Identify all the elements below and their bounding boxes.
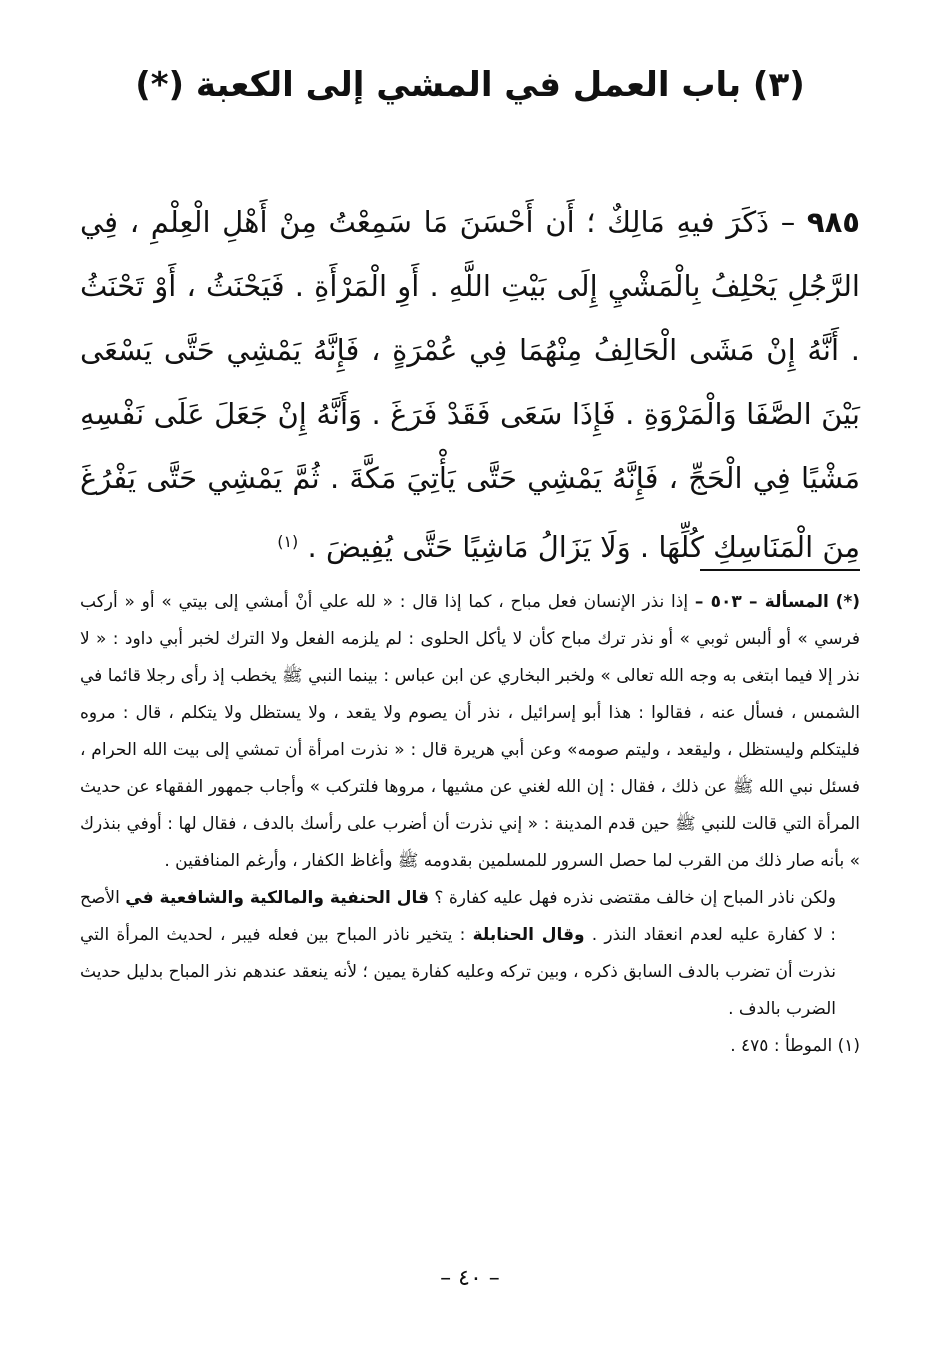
note-2-bold-hanafiyya: قال الحنفية والمالكية والشافعية في — [125, 888, 429, 908]
hadith-text: ذَكَرَ فيهِ مَالِكٌ ؛ أَن أَحْسَنَ مَا سَمِعْتُ مِنْ أَهْلِ الْعِلْمِ ، فِي الرَّجُلِ يَحْلِفُ بِالْمَشْيِ إِلَى بَيْتِ اللَّهِ . أَوِ الْمَرْأَةِ . فَيَحْنَثُ ، أَوْ تَحْنَثُ . أَنَّهُ إِنْ مَشَى الْحَالِفُ مِنْهُمَا فِي عُمْرَةٍ ، فَإِنَّهُ يَمْشِي حَتَّى يَسْعَى بَيْنَ الصَّفَا وَالْمَرْوَةِ . فَإِذَا سَعَى فَقَدْ فَرَغَ . وَأَنَّهُ إِنْ جَعَلَ عَلَى نَفْسِهِ مَشْيًا فِي الْحَجِّ ، فَإِنَّهُ يَمْشِي حَتَّى يَأْتِيَ مَكَّةَ . ثُمَّ يَمْشِي حَتَّى يَفْرُغَ مِنَ الْمَنَاسِكِ كُلِّهَا . وَلَا يَزَالُ مَاشِيًا حَتَّى يُفِيضَ . — [80, 205, 860, 564]
footnote-muwatta: (١) الموطأ : ٤٧٥ . — [730, 1036, 860, 1056]
star-marker: (*) — [835, 592, 860, 612]
document-page — [80, 0, 860, 1367]
footnote-divider — [700, 569, 860, 571]
note-paragraph-2 — [80, 880, 860, 1028]
note-paragraph-1 — [80, 584, 860, 880]
note-2-end: : يتخير ناذر المباح بين فعله فيبر ، لحديث المرأة التي نذرت أن تضرب بالدف السابق ذكره ، وبين تركه وعليه كفارة يمين ؛ لأنه ينعقد عندهم نذر المباح بدليل حديث الضرب بالدف . — [80, 925, 836, 1019]
note-1-text: إذا نذر الإنسان فعل مباح ، كما إذا قال : « لله علي أنْ أمشي إلى بيتي » أو « أركب فرسي » أو ألبس ثوبي » أو نذر ترك مباح كأن لا يأكل الحلوى : لم يلزمه الفعل ولا الترك لخبر أبي داود : « لا نذر إلا فيما ابتغى به وجه الله تعالى » ولخبر البخاري عن ابن عباس : بينما النبي ﷺ يخطب إذ رأى رجلا قائما في الشمس ، فسأل عنه ، فقالوا : هذا أبو إسرائيل ، نذر أن يصوم ولا يقعد ، ولا يستظل ولا يتكلم ، قال : مروه فليتكلم وليستظل ، وليقعد ، وليتم صومه» وعن أبي هريرة قال : « نذرت امرأة أن تمشي إلى بيت الله الحرام ، فسئل نبي الله ﷺ عن ذلك ، فقال : إن الله لغني عن مشيها ، مروها فلتركب » وأجاب جمهور الفقهاء عن حديث المرأة التي قالت للنبي ﷺ حين قدم المدينة : « إني نذرت أن أضرب على رأسك بالدف ، فقال لها : أوفي بنذرك » بأنه صار ذلك من القرب لما حصل السرور للمسلمين بقدومه ﷺ وأغاظ الكفار ، وأرغم المنافقين . — [80, 592, 860, 871]
hadith-number: ٩٨٥ — [806, 205, 861, 239]
chapter-title: (٣) باب العمل في المشي إلى الكعبة (*) — [135, 65, 805, 105]
note-2-middle: الأصح : لا كفارة عليه لعدم انعقاد النذر . — [80, 888, 836, 945]
footnotes-section — [80, 584, 860, 1065]
note-2-start: ولكن ناذر المباح إن خالف مقتضى نذره فهل عليه كفارة ؟ — [428, 888, 837, 908]
hadith-dash: – — [769, 205, 807, 239]
note-2-bold-hanabila: وقال الحنابلة — [472, 925, 585, 945]
main-text — [80, 190, 860, 579]
issue-label: المسألة – ٥٠٣ – — [694, 592, 829, 612]
page-number: – ٤٠ – — [440, 1266, 500, 1291]
footnote-reference: (١) — [277, 532, 299, 551]
